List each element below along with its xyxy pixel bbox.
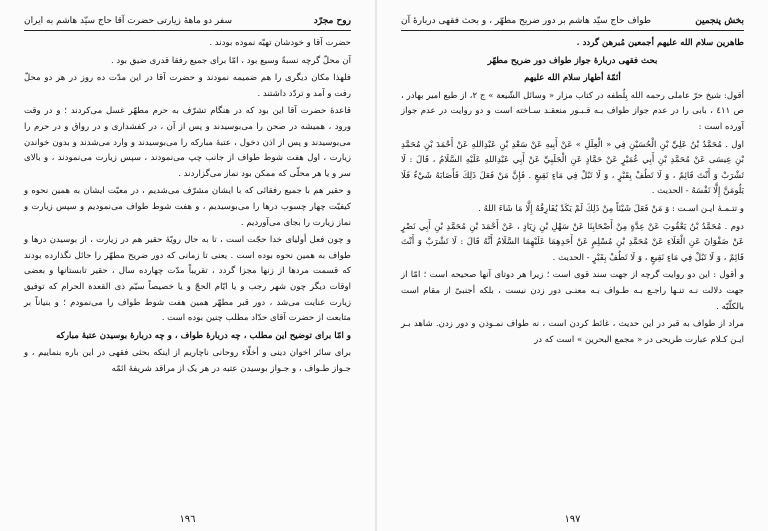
opening-line: طاهرین سلام الله علیهم أجمعین مُبرهن گردد . bbox=[576, 38, 744, 48]
page-number-right: ١٩٧ bbox=[564, 514, 581, 525]
left-page-header bbox=[24, 14, 351, 31]
paragraph: مراد از طواف به قبر در این حدیث ، غائط کردن است ، نه طواف نمـودن و دور زدن. شاهد بـر ایـن کـلام عبارت طریحی در « مجمع البحرین » است که در bbox=[401, 319, 744, 345]
bold-intro: و امّا برای توضیح این مطلب ، چه دربارۀ طواف ، و چه دربارۀ بوسیدن عتبۀ مبارکه bbox=[56, 330, 351, 341]
section-subtitle: أئمّۀ أطهار سلام الله علیهم bbox=[524, 73, 621, 84]
paragraph: و تتـمـهٔ ایـن اسـت : وَ مَنْ فَعَلَ شَيْئاً مِنْ ذَلِكَ لَمْ يَكَدْ يُفَارِقُهُ إِلَّا مَا شَاءَ اللهُ . bbox=[478, 203, 744, 214]
paragraph: حضرت آقا و خودشان تهیّه نموده بودند . bbox=[209, 38, 351, 48]
right-running-title: بخش پنجمین bbox=[695, 16, 744, 26]
paragraph: أقول: شیخ حرّ عاملی رحمه الله بِلُطفه در کتاب مزار « وسائل الشّیعة » ج ۲، از طبع امیر بهادر ، ص ٤۱۱ ، بابی را در عدم جواز طواف بـه قـبـور منعقـد سـاخته است و دو روایت در عدم جواز آورده است : bbox=[401, 90, 745, 132]
paragraph: اول . مُحَمَّدُ بْنُ عَلِيِّ بْنِ الْحُسَيْنِ فِي « الْعِلَلِ » عَنْ أَبِيهِ عَنْ سَعْدِ بْنِ عَبْدِاللهِ عَنْ أَحْمَدَ بْنِ مُحَمَّدِ بْنِ عِيسَى عَنْ مُحَمَّدِ بْنِ أَبِي عُمَيْرٍ عَنْ حَمَّادٍ عَنِ الْحَلَبِيِّ عَنْ أَبِي عَبْدِاللهِ عَلَيْهِ السَّلَامُ ، قَالَ : لَا تَشْرَبْ وَ أَنْتَ قَائِمٌ ، وَ لَا تَطُفْ بِقَبْرٍ ، وَ لَا تَبُلْ فِي مَاءٍ نَقِيعٍ . فَإِنَّ مَنْ فَعَلَ ذَلِكَ فَأَصَابَهُ شَيْءٌ فَلَا يَلُومَنَّ إِلَّا نَفْسَهُ - الحدیث . bbox=[401, 139, 744, 197]
paragraph: و أقول : این دو روایت گرچه از جهت سند قوی است ؛ زیرا هر دوتای آنها صحیحه است ؛ امّا از جهت دلالت نـه تنـها راجـع بـه طـواف بـه معنـی دور زدن نیست ، بلکه أجنبیّ از مقام است بالکلّیّه . bbox=[401, 270, 744, 312]
paragraph: دوم . مُحَمَّدُ بْنُ يَعْقُوبَ عَنْ عِدَّةٍ مِنْ أَصْحَابِنَا عَنْ سَهْلِ بْنِ زِيَادٍ ، عَنْ أَحْمَدَ بْنِ مُحَمَّدِ بْنِ أَبِي نَصْرٍ عَنْ صَفْوَانَ عَنِ الْعَلَاءِ عَنْ مُحَمَّدِ بْنِ مُسْلِمٍ عَنْ أَحَدِهِمَا عَلَيْهِمَا السَّلَامُ أَنَّهُ قَالَ : لَا تَشْرَبْ وَ أَنْتَ قَائِمٌ ، وَ لَا تَبُلْ فِي مَاءٍ نَقِيعٍ ، وَ لَا تَطُفْ بِقَبْرٍ - الحدیث . bbox=[401, 221, 744, 263]
paragraph: فلهذا مکان دیگری را هم ضمیمه نمودند و حضرت آقا در این مدّت ده روز در هر دو محلّ رفت و آمد و تردّد داشتند . bbox=[24, 73, 351, 99]
page-number-left: ١٩٦ bbox=[179, 514, 196, 525]
section-title: بحث فقهی دربارۀ جواز طواف دور ضریح مطهّر bbox=[487, 55, 658, 66]
paragraph: برای سائر اخوان دینی و أخلّاء روحانی ناچاریم از اینکه بحثی فقهی در این باره بنماییم ، و جـواز طـواف ، و جـواز بوسیدن عتبه در هر یک از مراقد شریفۀ ائمّه bbox=[24, 348, 351, 374]
left-page-body bbox=[24, 36, 351, 379]
left-running-subtitle: سفر دو ماهۀ زیارتی حضرت آقا حاج سیّد هاشم به ایران bbox=[24, 16, 232, 26]
right-page bbox=[377, 0, 768, 531]
paragraph: قاعدۀ حضرت آقا این بود که در هنگام تشرّف به حرم مطهّر غسل می‌کردند ؛ و در وقت ورود ، همیشه در صحن را می‌بوسیدند و پس از آن ، در کفشداری و در رواق و در حرم را می‌بوسیدند و پس از اذن دخول ، عتبۀ مبارکه را می‌بوسیدند و وارد می‌شدند و بدون خواندن زیارت ، اول هفت شوط طواف از جانب چپ می‌نمودند ، سپس زیارت می‌نمودند ، و بالای سر و یا هر محلّی که ممکن بود نماز می‌گزاردند . bbox=[24, 106, 351, 179]
left-running-title: روح مجرّد bbox=[313, 16, 351, 26]
paragraph: و چون فعل أولیای خدا حجّت است ، تا به حال رویّۀ حقیر هم در زیارت ، از بوسیدن درها و طواف به همین نحوه بوده است . یعنی تا زمانی که دور ضریح مطهّر را حائل نگذارده بودند که قسمت مردها از زنها مجزا گردد ، تقریباً مدّت چهارده سال ، حقیر تابستانها و بعضی اوقات دیگر چون شهر رجب و یا ایّام الحجّ و یا خصیصاً سیّم ذی القعدة الحرام که توفیق زیارت عنایت می‌شد ، دور قبر مطهّر همین هفت شوط طواف را می‌نمودم ؛ و بنیاناً بر متابعت از حضرت آقای حدّاد مطلب چنین بوده است . bbox=[24, 235, 351, 324]
paragraph: و حقیر هم با جمیع رفقائی که با ایشان مشرّف می‌شدیم ، در معیّت ایشان به همین نحوه و کیفیّت چهار چسوب درها را می‌بوسیدیم ، و هفت شوط طواف می‌نمودیم و سپس زیارت و نماز زیارت را بجای می‌آوردیم . bbox=[24, 186, 351, 228]
right-page-header bbox=[401, 14, 744, 31]
left-page bbox=[0, 0, 376, 531]
right-running-subtitle: طواف حاج سیّد هاشم بر دور ضریح مطهّر ، و بحث فقهی دربارۀ آن bbox=[401, 16, 652, 26]
right-page-body bbox=[401, 36, 744, 350]
paragraph: آن محلّ گرچه نسبةً وسیع بود ، امّا برای جمیع رفقا قدری ضیق بود . bbox=[110, 55, 351, 66]
